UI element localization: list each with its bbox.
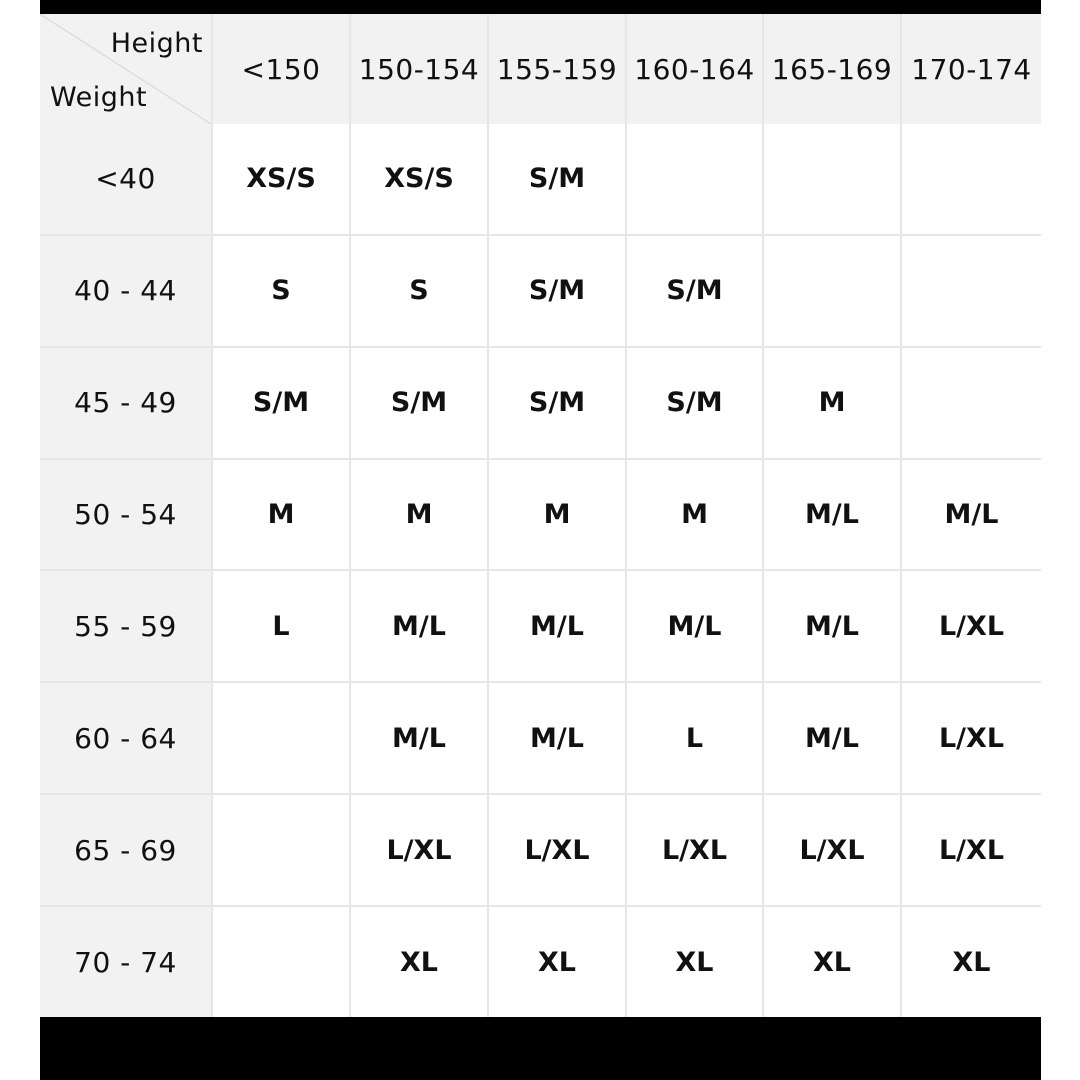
size-cell: XS/S bbox=[212, 124, 350, 235]
size-cell: M bbox=[626, 459, 763, 571]
size-cell bbox=[763, 235, 901, 347]
weight-row-label: 55 - 59 bbox=[40, 570, 212, 682]
height-column-header: <150 bbox=[212, 14, 350, 124]
size-cell bbox=[901, 124, 1041, 235]
size-cell bbox=[901, 347, 1041, 459]
size-cell: M/L bbox=[488, 682, 626, 794]
size-cell: S/M bbox=[212, 347, 350, 459]
size-cell: S bbox=[212, 235, 350, 347]
top-frame-bar bbox=[40, 0, 1041, 14]
size-cell: S/M bbox=[488, 235, 626, 347]
weight-row-label: <40 bbox=[40, 124, 212, 235]
size-cell: M/L bbox=[763, 682, 901, 794]
size-cell: M/L bbox=[350, 682, 488, 794]
size-cell: M/L bbox=[901, 459, 1041, 571]
size-cell bbox=[212, 682, 350, 794]
size-cell bbox=[763, 124, 901, 235]
size-cell: M/L bbox=[350, 570, 488, 682]
height-column-header: 165-169 bbox=[763, 14, 901, 124]
size-cell: XL bbox=[901, 906, 1041, 1017]
size-cell: L bbox=[626, 682, 763, 794]
weight-row-label: 50 - 54 bbox=[40, 459, 212, 571]
weight-row-label: 65 - 69 bbox=[40, 794, 212, 906]
size-cell: S/M bbox=[626, 235, 763, 347]
weight-axis-label: Weight bbox=[50, 82, 148, 113]
table-row bbox=[40, 347, 1041, 459]
size-cell: XL bbox=[626, 906, 763, 1017]
table-row bbox=[40, 794, 1041, 906]
height-column-header: 160-164 bbox=[626, 14, 763, 124]
size-cell: XL bbox=[763, 906, 901, 1017]
size-cell: L bbox=[212, 570, 350, 682]
size-cell: L/XL bbox=[626, 794, 763, 906]
weight-row-label: 40 - 44 bbox=[40, 235, 212, 347]
size-cell bbox=[901, 235, 1041, 347]
corner-cell bbox=[40, 14, 212, 124]
height-column-header: 150-154 bbox=[350, 14, 488, 124]
table-row bbox=[40, 235, 1041, 347]
size-cell: XL bbox=[350, 906, 488, 1017]
bottom-frame-bar bbox=[40, 1017, 1041, 1080]
size-cell: S/M bbox=[488, 347, 626, 459]
size-cell: L/XL bbox=[763, 794, 901, 906]
size-cell: XS/S bbox=[350, 124, 488, 235]
height-column-header: 170-174 bbox=[901, 14, 1041, 124]
size-cell bbox=[626, 124, 763, 235]
weight-row-label: 70 - 74 bbox=[40, 906, 212, 1017]
table-row bbox=[40, 682, 1041, 794]
size-cell: M/L bbox=[763, 570, 901, 682]
size-chart-table bbox=[40, 14, 1041, 1017]
height-column-header: 155-159 bbox=[488, 14, 626, 124]
size-cell: S/M bbox=[488, 124, 626, 235]
size-cell: M/L bbox=[763, 459, 901, 571]
size-cell: M bbox=[763, 347, 901, 459]
size-cell: L/XL bbox=[901, 682, 1041, 794]
height-axis-label: Height bbox=[110, 28, 203, 59]
table-row bbox=[40, 570, 1041, 682]
size-cell: L/XL bbox=[901, 570, 1041, 682]
size-cell: L/XL bbox=[488, 794, 626, 906]
size-cell bbox=[212, 794, 350, 906]
size-cell: M/L bbox=[626, 570, 763, 682]
table-row bbox=[40, 459, 1041, 571]
size-cell: L/XL bbox=[901, 794, 1041, 906]
size-cell: M bbox=[212, 459, 350, 571]
size-cell bbox=[212, 906, 350, 1017]
size-cell: M bbox=[350, 459, 488, 571]
table-row bbox=[40, 124, 1041, 235]
size-cell: M/L bbox=[488, 570, 626, 682]
header-row bbox=[40, 14, 1041, 124]
size-cell: XL bbox=[488, 906, 626, 1017]
size-cell: S bbox=[350, 235, 488, 347]
size-cell: M bbox=[488, 459, 626, 571]
weight-row-label: 45 - 49 bbox=[40, 347, 212, 459]
size-cell: S/M bbox=[626, 347, 763, 459]
size-cell: L/XL bbox=[350, 794, 488, 906]
weight-row-label: 60 - 64 bbox=[40, 682, 212, 794]
table-row bbox=[40, 906, 1041, 1017]
size-cell: S/M bbox=[350, 347, 488, 459]
